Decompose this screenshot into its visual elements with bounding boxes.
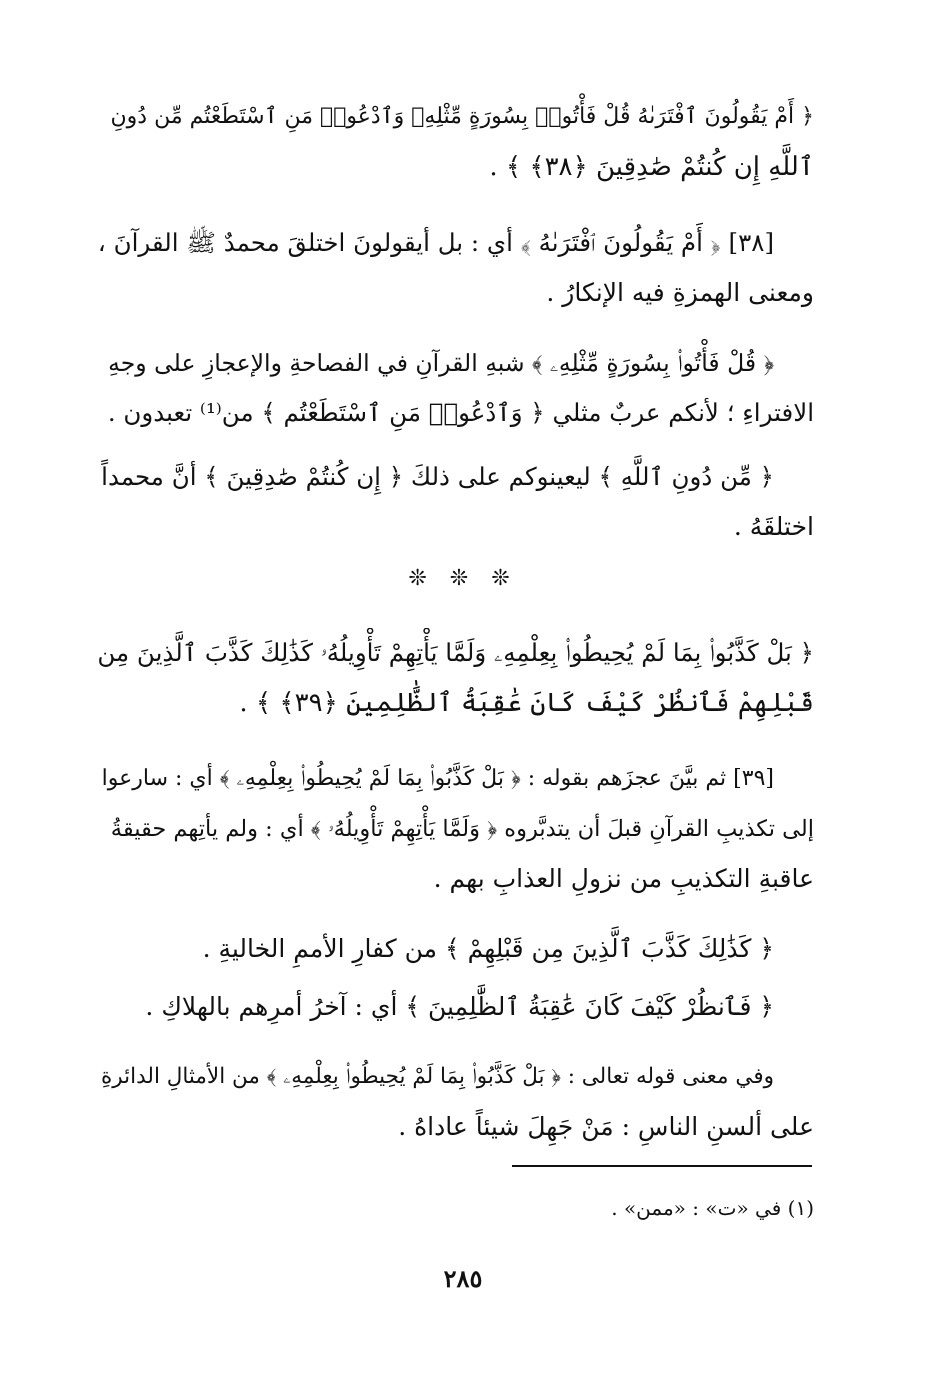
- text-line: ﴿ فَٱنظُرْ كَيْفَ كَانَ عَٰقِبَةُ ٱلظَّٰلِمِينَ ﴾ أي : آخرُ أمرِهم بالهلاكِ .: [145, 992, 774, 1021]
- text-line: عاقبةِ التكذيبِ من نزولِ العذابِ بهم .: [433, 864, 814, 893]
- text-line: إلى تكذيبِ القرآنِ قبلَ أن يتدبَّروه ﴿ وَلَمَّا يَأْتِهِمْ تَأْوِيلُهُۥ ﴾ أي : ولم يأتِهم حقيقةُ: [110, 816, 814, 842]
- commentary-38-b: [96, 338, 814, 438]
- text-line: ومعنى الهمزةِ فيه الإنكارُ .: [546, 278, 814, 307]
- commentary-39-a: [96, 754, 814, 904]
- footnote: (١) في «ت» : «ممن» .: [611, 1196, 814, 1220]
- verse-38: [96, 92, 814, 192]
- commentary-39-b: [96, 924, 814, 974]
- commentary-38-a: [96, 218, 814, 318]
- text-line: ﴿ قُلْ فَأْتُوا۟ بِسُورَةٍ مِّثْلِهِۦ ﴾ شبهِ القرآنِ في الفصاحةِ والإعجازِ على وجهِ: [108, 349, 774, 377]
- text-line: [٣٨] ﴿ أَمْ يَقُولُونَ ٱفْتَرَىٰهُ ﴾ أي : بل أيقولونَ اختلقَ محمدٌ ﷺ القرآنَ ،: [97, 228, 774, 257]
- text-line: اختلقَهُ .: [733, 512, 814, 541]
- text-line: وفي معنى قوله تعالى : ﴿ بَلْ كَذَّبُوا۟ بِمَا لَمْ يُحِيطُوا۟ بِعِلْمِهِۦ ﴾ من الأمثالِ الدائرةِ: [101, 1064, 774, 1089]
- text-line: ﴿ كَذَٰلِكَ كَذَّبَ ٱلَّذِينَ مِن قَبْلِهِمْ ﴾ من كفارِ الأممِ الخاليةِ .: [202, 934, 774, 963]
- commentary-39-c: [96, 982, 814, 1032]
- commentary-39-d: [96, 1052, 814, 1152]
- text-line: ٱللَّهِ إِن كُنتُمْ صَٰدِقِينَ ﴿٣٨﴾ ﴾ .: [489, 152, 814, 182]
- text-line: ﴿ مِّن دُونِ ٱللَّهِ ﴾ ليعينوكم على ذلكَ ﴿ إِن كُنتُمْ صَٰدِقِينَ ﴾ أنَّ محمداً: [101, 462, 774, 491]
- commentary-38-c: [96, 452, 814, 552]
- text-line: الافتراءِ ؛ لأنكم عربٌ مثلي ﴿ وَٱدْعُوا۟ مَنِ ٱسْتَطَعْتُم ﴾ من⁽¹⁾ تعبدون .: [107, 398, 814, 427]
- section-separator: ❊ ❊ ❊: [408, 566, 518, 591]
- verse-39: [96, 628, 814, 728]
- text-line: ﴿ أَمْ يَقُولُونَ ٱفْتَرَىٰهُ قُلْ فَأْتُوا۟ بِسُورَةٍ مِّثْلِهِۦ وَٱدْعُوا۟ مَنِ ٱسْتَطَعْتُم مِّن دُونِ: [110, 104, 814, 129]
- text-line: قَبْلِهِمْ فَٱنظُرْ كَيْفَ كَانَ عَٰقِبَةُ ٱلظَّٰلِمِينَ ﴿٣٩﴾ ﴾ .: [239, 688, 814, 718]
- text-line: على ألسنِ الناسِ : مَنْ جَهِلَ شيئاً عاداهُ .: [398, 1112, 814, 1141]
- text-line: [٣٩] ثم بيَّنَ عجزَهم بقوله : ﴿ بَلْ كَذَّبُوا۟ بِمَا لَمْ يُحِيطُوا۟ بِعِلْمِهِۦ ﴾ أي : سارعوا: [101, 766, 774, 791]
- page-number: ٢٨٥: [443, 1264, 483, 1293]
- footnote-divider: [512, 1165, 812, 1167]
- text-line: ﴿ بَلْ كَذَّبُوا۟ بِمَا لَمْ يُحِيطُوا۟ بِعِلْمِهِۦ وَلَمَّا يَأْتِهِمْ تَأْوِيلُهُۥ كَذَٰلِكَ كَذَّبَ ٱلَّذِينَ مِن: [97, 638, 814, 667]
